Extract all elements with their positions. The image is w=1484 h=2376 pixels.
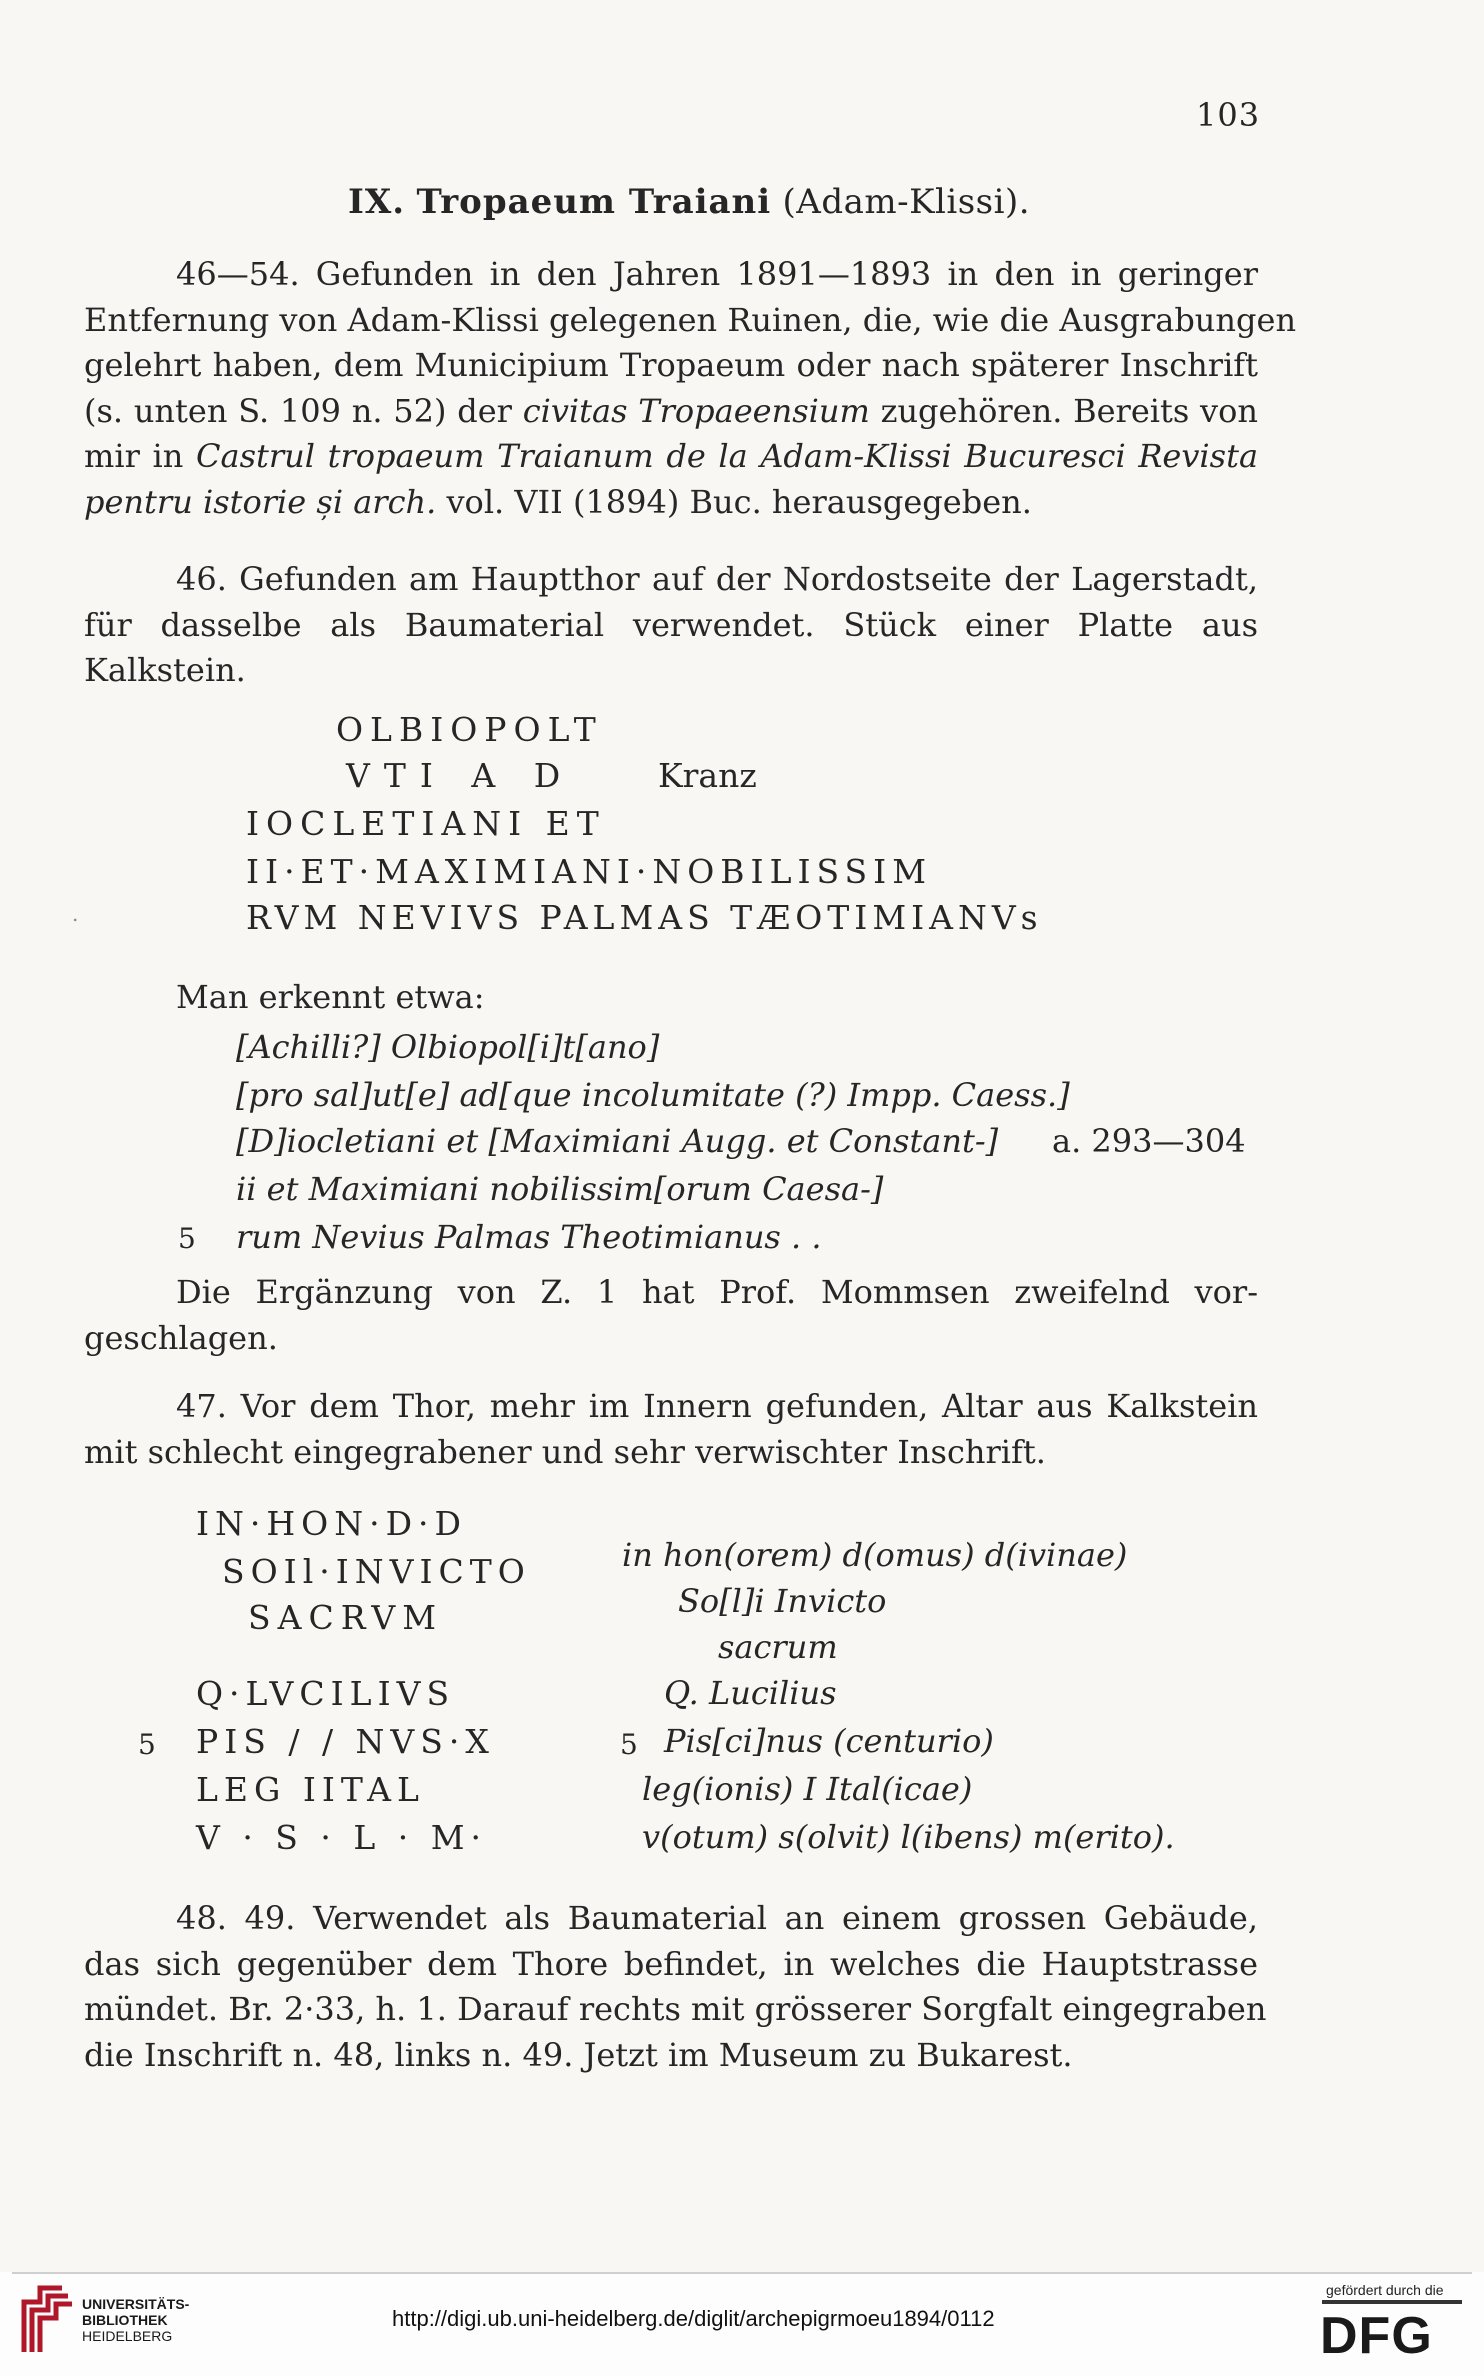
para-line: gelehrt haben, dem Municipium Tropaeum oder nach späterer Inschrift: [84, 346, 1258, 384]
inscription-47-line-5: PIS / / NVS·X: [196, 1722, 495, 1761]
text-run: zugehören. Bereits von: [880, 391, 1259, 430]
para-line: das sich gegenüber dem Thore befindet, in welches die Hauptstrasse: [84, 1944, 1258, 1983]
italic-run: Castrul tropaeum Traianum de la Adam-Klissi Bucuresci Revista: [196, 437, 1259, 475]
kranz-label: Kranz: [658, 756, 757, 795]
inscription-47-line-1: IN·HON·D·D: [196, 1504, 468, 1543]
para-line: die Inschrift n. 48, links n. 49. Jetzt im Museum zu Bukarest.: [84, 2035, 1073, 2074]
section-heading: [348, 182, 1030, 222]
para-line: 48. 49. Verwendet als Baumaterial an einem grossen Gebäude,: [176, 1899, 1258, 1937]
library-line-1: UNIVERSITÄTS-: [82, 2296, 190, 2312]
funded-by-label: gefördert durch die: [1326, 2282, 1444, 2298]
para-line: mit schlecht eingegrabener und sehr verwischter Inschrift.: [84, 1432, 1046, 1471]
text-run: (s. unten S. 109 n. 52) der: [84, 391, 512, 430]
library-logo-icon: [16, 2282, 76, 2362]
line-number-5: 5: [620, 1728, 638, 1761]
inscription-46-line-3: IOCLETIANI ET: [246, 804, 606, 843]
reading-47-line-4: Q. Lucilius: [664, 1674, 837, 1712]
paragraph-erganzung: [84, 1270, 1258, 1361]
inscription-46-line-4: II·ET·MAXIMIANI·NOBILISSIM: [246, 852, 932, 891]
library-line-2: BIBLIOTHEK: [82, 2312, 168, 2328]
reading-46-line-3: [D]iocletiani et [Maximiani Augg. et Constant-]: [236, 1122, 999, 1160]
para-line: [84, 434, 1258, 480]
inscription-47-line-6: LEG IITAL: [196, 1770, 425, 1809]
paragraph-47: [84, 1384, 1258, 1475]
para-line: 47. Vor dem Thor, mehr im Innern gefunden, Altar aus Kalkstein: [176, 1387, 1258, 1425]
para-line: mündet. Br. 2·33, h. 1. Darauf rechts mit grösserer Sorgfalt eingegraben: [84, 1990, 1267, 2028]
text-run: mir in: [84, 437, 184, 475]
paragraph-46: [84, 557, 1258, 694]
heading-title: Tropaeum Traiani: [416, 182, 772, 222]
reading-47-line-3: sacrum: [718, 1628, 838, 1666]
italic-run: civitas Tropaeensium: [522, 391, 870, 430]
para-line: 46. Gefunden am Hauptthor auf der Nordostseite der Lagerstadt,: [176, 560, 1258, 598]
para-line: geschlagen.: [84, 1318, 278, 1357]
para-line: Die Ergänzung von Z. 1 hat Prof. Mommsen zweifelnd vor-: [176, 1273, 1258, 1311]
reading-46-line-5: rum Nevius Palmas Theotimianus . .: [236, 1218, 822, 1256]
permalink-url[interactable]: http://digi.ub.uni-heidelberg.de/diglit/archepigrmoeu1894/0112: [392, 2306, 995, 2331]
italic-run: pentru istorie și arch.: [84, 482, 437, 521]
line-number-5: 5: [178, 1222, 196, 1255]
inscription-47-line-4: Q·LVCILIVS: [196, 1674, 456, 1713]
date-range: a. 293—304: [1052, 1122, 1246, 1160]
para-line: für dasselbe als Baumaterial verwendet. Stück einer Platte aus: [84, 605, 1258, 644]
reading-47-line-2: So[l]i Invicto: [678, 1582, 887, 1620]
inscription-47-line-3: SACRVM: [248, 1598, 443, 1637]
reading-46-line-1: [Achilli?] Olbiopol[i]t[ano]: [236, 1028, 660, 1066]
dfg-logo: DFG: [1320, 2307, 1433, 2365]
inscription-46-line-5: RVM NEVIVS PALMAS TÆOTIMIANVs: [246, 898, 1043, 937]
text-run: vol. VII (1894) Buc. herausgegeben.: [446, 482, 1032, 521]
heading-subtitle: (Adam-Klissi).: [782, 182, 1031, 222]
para-line: Kalkstein.: [84, 651, 246, 689]
line-number-5: 5: [138, 1728, 156, 1761]
margin-mark: .: [72, 902, 79, 926]
reading-47-line-1: in hon(orem) d(omus) d(ivinae): [622, 1536, 1128, 1574]
inscription-46-line-1: OLBIOPOLT: [336, 710, 603, 749]
para-line: [84, 389, 1258, 435]
para-line: [84, 480, 1258, 526]
paragraph-46-54: [84, 252, 1297, 525]
heading-roman: IX.: [348, 182, 406, 222]
reading-47-line-6: leg(ionis) I Ital(icae): [642, 1770, 973, 1808]
reading-46-line-2: [pro sal]ut[e] ad[que incolumitate (?) Impp. Caess.]: [236, 1076, 1070, 1114]
inscription-46-line-2: VTI A D: [346, 756, 575, 795]
reading-46-line-4: ii et Maximiani nobilissim[orum Caesa-]: [236, 1170, 884, 1208]
erkennt-label: Man erkennt etwa:: [176, 978, 485, 1016]
page-number: 103: [1196, 96, 1261, 134]
dfg-rule: [1322, 2300, 1462, 2304]
library-line-3: HEIDELBERG: [82, 2328, 173, 2344]
footer-divider: [12, 2272, 1472, 2274]
reading-47-line-5: Pis[ci]nus (centurio): [664, 1722, 994, 1760]
inscription-47-line-2: SOIl·INVICTO: [222, 1552, 531, 1591]
paragraph-48-49: [84, 1896, 1267, 2078]
reading-47-line-7: v(otum) s(olvit) l(ibens) m(erito).: [642, 1818, 1175, 1856]
library-name: [82, 2296, 189, 2344]
para-line: 46—54. Gefunden in den Jahren 1891—1893 in den in geringer: [176, 255, 1258, 293]
inscription-47-line-7: V · S · L · M·: [196, 1818, 488, 1857]
para-line: Entfernung von Adam-Klissi gelegenen Ruinen, die, wie die Ausgrabungen: [84, 300, 1297, 339]
